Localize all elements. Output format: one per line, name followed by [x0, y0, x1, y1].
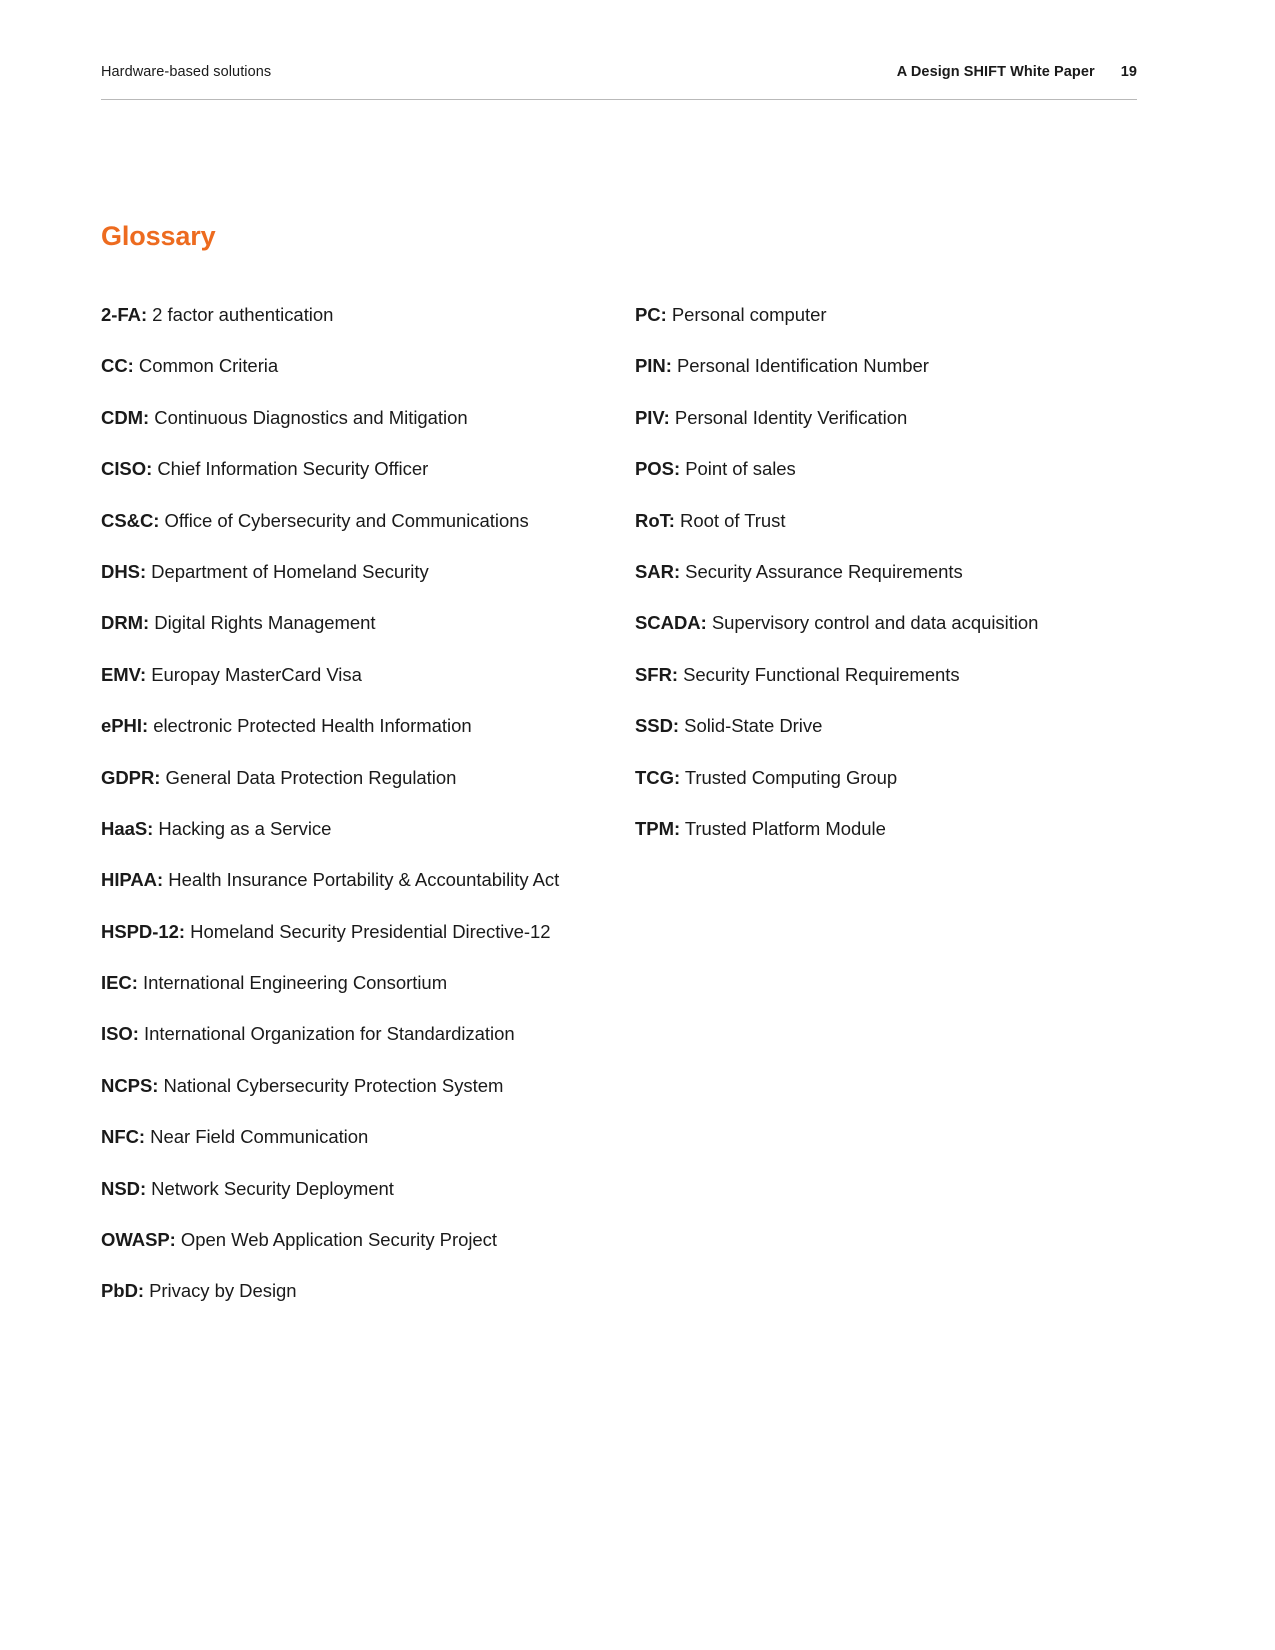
glossary-term: CDM: [101, 406, 150, 428]
page-title: Glossary [101, 221, 216, 252]
page-number: 19 [1120, 64, 1137, 80]
glossary-term: DHS: [101, 560, 147, 582]
glossary-definition: Europay MasterCard Visa [146, 663, 362, 685]
glossary-definition: Health Insurance Portability & Accountability Act [163, 869, 560, 891]
glossary-definition: Trusted Computing Group [680, 766, 898, 788]
glossary-definition: Privacy by Design [144, 1280, 297, 1302]
glossary-definition: Root of Trust [674, 509, 786, 531]
glossary-body [101, 302, 1137, 1303]
glossary-definition: Trusted Platform Module [680, 817, 886, 839]
header-document-title: A Design SHIFT White Paper [896, 64, 1095, 80]
glossary-definition: Point of sales [680, 458, 796, 480]
glossary-term: EMV: [101, 663, 147, 685]
glossary-entry [101, 1278, 635, 1303]
glossary-definition: Homeland Security Presidential Directive-12 [185, 920, 551, 942]
glossary-entry [101, 353, 635, 378]
glossary-entry [101, 867, 635, 892]
header-section-label: Hardware-based solutions [101, 64, 272, 80]
glossary-term: PIN: [635, 355, 672, 377]
glossary-definition: Security Assurance Requirements [680, 560, 963, 582]
glossary-definition: Personal computer [666, 304, 827, 325]
glossary-entry [635, 508, 1137, 533]
glossary-definition: electronic Protected Health Information [148, 715, 472, 737]
glossary-term: HaaS: [101, 817, 154, 839]
glossary-definition: Department of Homeland Security [146, 560, 429, 582]
glossary-entry [635, 816, 1137, 841]
glossary-definition: Office of Cybersecurity and Communications [159, 509, 529, 531]
glossary-term: ISO: [101, 1023, 139, 1045]
glossary-definition: International Engineering Consortium [137, 972, 448, 994]
glossary-entry [635, 302, 1137, 327]
glossary-column-right [635, 302, 1137, 841]
glossary-entry [101, 610, 635, 635]
glossary-definition: Open Web Application Security Project [175, 1229, 497, 1251]
glossary-term: NCPS: [101, 1074, 159, 1096]
glossary-term: SSD: [635, 715, 680, 737]
glossary-definition: Network Security Deployment [146, 1177, 394, 1199]
glossary-term: CISO: [101, 458, 153, 480]
glossary-definition: Chief Information Security Officer [152, 458, 429, 480]
glossary-definition: Continuous Diagnostics and Mitigation [149, 406, 468, 428]
header-right-group [897, 62, 1137, 82]
glossary-term: PC: [635, 304, 667, 325]
glossary-term: CC: [101, 355, 134, 377]
glossary-term: 2-FA: [101, 304, 148, 325]
glossary-entry [635, 559, 1137, 584]
glossary-entry [101, 970, 635, 995]
glossary-entry [101, 559, 635, 584]
glossary-definition: Personal Identification Number [671, 355, 929, 377]
glossary-entry [101, 1227, 635, 1252]
glossary-term: HSPD-12: [101, 920, 186, 942]
glossary-definition: Supervisory control and data acquisition [706, 612, 1039, 634]
glossary-entry [101, 302, 635, 327]
glossary-term: SAR: [635, 560, 681, 582]
glossary-definition: Personal Identity Verification [669, 406, 908, 428]
glossary-term: PIV: [635, 406, 670, 428]
glossary-definition: Common Criteria [133, 355, 279, 377]
glossary-entry [635, 662, 1137, 687]
glossary-term: HIPAA: [101, 869, 164, 891]
glossary-entry [101, 1073, 635, 1098]
glossary-column-left [101, 302, 635, 1303]
glossary-term: DRM: [101, 612, 150, 634]
glossary-entry [635, 353, 1137, 378]
glossary-entry [101, 1124, 635, 1149]
glossary-term: POS: [635, 458, 681, 480]
glossary-term: SCADA: [635, 612, 707, 634]
glossary-entry [101, 405, 635, 430]
glossary-definition: Hacking as a Service [153, 817, 332, 839]
glossary-definition: Security Functional Requirements [678, 663, 960, 685]
glossary-term: CS&C: [101, 509, 160, 531]
glossary-definition: Digital Rights Management [149, 612, 376, 634]
glossary-entry [635, 610, 1137, 635]
glossary-entry [101, 1176, 635, 1201]
glossary-term: RoT: [635, 509, 675, 531]
glossary-term: TPM: [635, 817, 681, 839]
glossary-entry [101, 508, 635, 533]
glossary-entry [101, 713, 635, 738]
glossary-entry [101, 662, 635, 687]
glossary-definition: Near Field Communication [145, 1126, 369, 1148]
glossary-definition: Solid-State Drive [679, 715, 823, 737]
glossary-entry [635, 765, 1137, 790]
glossary-definition: International Organization for Standardization [138, 1023, 515, 1045]
glossary-entry [101, 765, 635, 790]
glossary-entry [101, 1021, 635, 1046]
running-header [101, 62, 1137, 82]
header-divider-rule [101, 99, 1137, 100]
glossary-entry [635, 713, 1137, 738]
glossary-definition: General Data Protection Regulation [160, 766, 457, 788]
glossary-entry [635, 456, 1137, 481]
glossary-entry [101, 456, 635, 481]
glossary-term: TCG: [635, 766, 681, 788]
glossary-entry [101, 919, 635, 944]
glossary-definition: 2 factor authentication [147, 304, 334, 325]
glossary-term: OWASP: [101, 1229, 176, 1251]
glossary-term: NFC: [101, 1126, 146, 1148]
glossary-definition: National Cybersecurity Protection System [158, 1074, 504, 1096]
glossary-term: IEC: [101, 972, 138, 994]
glossary-term: PbD: [101, 1280, 145, 1302]
glossary-entry [635, 405, 1137, 430]
glossary-entry [101, 816, 635, 841]
glossary-term: SFR: [635, 663, 679, 685]
glossary-term: ePHI: [101, 715, 149, 737]
glossary-term: GDPR: [101, 766, 161, 788]
glossary-term: NSD: [101, 1177, 147, 1199]
